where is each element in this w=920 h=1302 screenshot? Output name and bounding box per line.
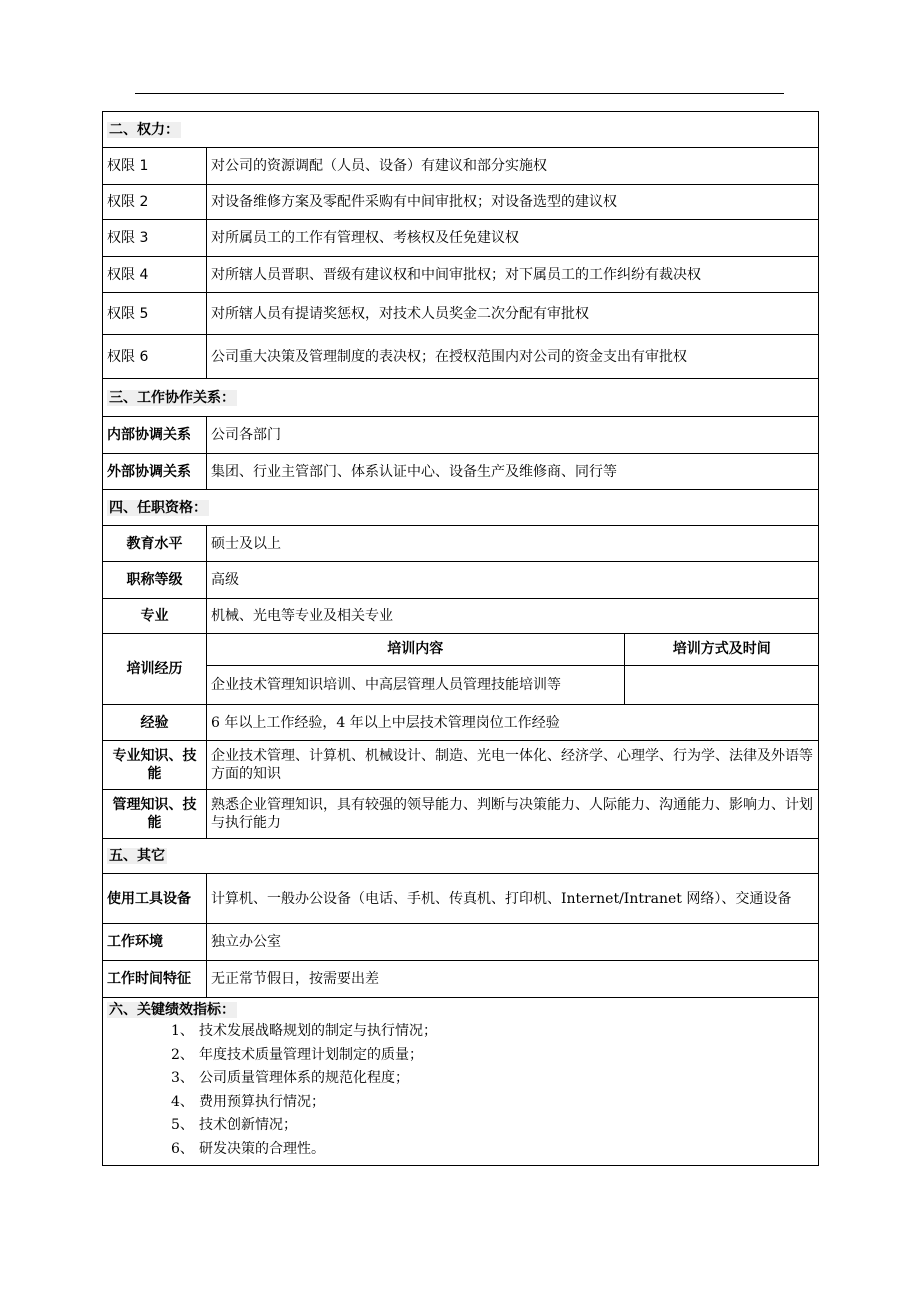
training-method: [624, 665, 819, 704]
training-subtable: [207, 634, 819, 704]
kpi-number: 4、: [171, 1093, 194, 1110]
training-content: 企业技术管理知识培训、中高层管理人员管理技能培训等: [207, 665, 624, 704]
authority-row: [103, 185, 819, 220]
qualification-row: [103, 526, 819, 562]
kpi-text: 技术发展战略规划的制定与执行情况；: [199, 1023, 437, 1039]
cooperation-label: 内部协调关系: [103, 417, 207, 454]
authority-label: 权限 3: [103, 220, 207, 257]
others-row: [103, 874, 819, 924]
authority-label: 权限 4: [103, 257, 207, 293]
section-others-header: [103, 839, 819, 874]
authority-row: [103, 293, 819, 335]
cooperation-label: 外部协调关系: [103, 454, 207, 490]
kpi-text: 费用预算执行情况；: [199, 1093, 325, 1110]
authority-content: 对公司的资源调配（人员、设备）有建议和部分实施权: [207, 148, 819, 185]
experience-content: 6 年以上工作经验，4 年以上中层技术管理岗位工作经验: [207, 705, 819, 741]
kpi-item: [171, 1114, 814, 1138]
authority-row: [103, 220, 819, 257]
authority-label: 权限 5: [103, 293, 207, 335]
kpi-number: 5、: [171, 1117, 194, 1133]
kpi-number: 6、: [171, 1140, 194, 1157]
kpi-text: 年度技术质量管理计划制定的质量；: [199, 1046, 423, 1063]
authority-row: [103, 335, 819, 379]
education-label: 教育水平: [103, 526, 207, 562]
training-data-row: [207, 665, 819, 704]
training-col-content: 培训内容: [207, 634, 624, 665]
kpi-item: [171, 1067, 814, 1091]
section-title: 三、工作协作关系：: [109, 389, 235, 406]
section-title: 四、任职资格：: [109, 499, 207, 516]
experience-label: 经验: [103, 705, 207, 741]
kpi-text: 公司质量管理体系的规范化程度；: [199, 1070, 409, 1086]
management-skills-label: 管理知识、技能: [103, 790, 207, 839]
authority-content: 对所辖人员晋职、晋级有建议权和中间审批权；对下属员工的工作纠纷有裁决权: [207, 257, 819, 293]
authority-row: [103, 148, 819, 185]
others-content: 独立办公室: [207, 924, 819, 961]
qualification-row: [103, 562, 819, 599]
major-label: 专业: [103, 599, 207, 634]
training-header-row: [207, 634, 819, 665]
kpi-number: 1、: [171, 1023, 194, 1039]
qualification-row: [103, 790, 819, 839]
cooperation-content: 公司各部门: [207, 417, 819, 454]
training-cell: [207, 634, 819, 705]
kpi-number: 3、: [171, 1070, 194, 1086]
authority-row: [103, 257, 819, 293]
kpi-item: [171, 1044, 814, 1068]
section-title: 六、关键绩效指标：: [109, 1002, 235, 1018]
qualification-row: [103, 599, 819, 634]
authority-label: 权限 1: [103, 148, 207, 185]
cooperation-content: 集团、行业主管部门、体系认证中心、设备生产及维修商、同行等: [207, 454, 819, 490]
section-kpi: [103, 998, 819, 1166]
kpi-number: 2、: [171, 1046, 194, 1063]
authority-content: 对设备维修方案及零配件采购有中间审批权；对设备选型的建议权: [207, 185, 819, 220]
kpi-item: [171, 1138, 814, 1162]
professional-skills-label: 专业知识、技能: [103, 741, 207, 790]
others-row: [103, 961, 819, 998]
qualification-row: [103, 741, 819, 790]
title-level-content: 高级: [207, 562, 819, 599]
training-col-method: 培训方式及时间: [624, 634, 819, 665]
kpi-text: 研发决策的合理性。: [199, 1140, 325, 1157]
section-title: 五、其它: [109, 848, 165, 864]
title-level-label: 职称等级: [103, 562, 207, 599]
others-label: 使用工具设备: [103, 874, 207, 924]
authority-content: 对所属员工的工作有管理权、考核权及任免建议权: [207, 220, 819, 257]
section-cooperation-header: [103, 379, 819, 417]
others-label: 工作时间特征: [103, 961, 207, 998]
authority-content: 对所辖人员有提请奖惩权，对技术人员奖金二次分配有审批权: [207, 293, 819, 335]
others-content: 无正常节假日，按需要出差: [207, 961, 819, 998]
cooperation-row: [103, 454, 819, 490]
qualification-row: [103, 705, 819, 741]
management-skills-content: 熟悉企业管理知识，具有较强的领导能力、判断与决策能力、人际能力、沟通能力、影响力、计划与执行能力: [207, 790, 819, 839]
authority-label: 权限 2: [103, 185, 207, 220]
job-description-table: [102, 111, 819, 1166]
education-content: 硕士及以上: [207, 526, 819, 562]
section-title: 二、权力：: [109, 121, 179, 138]
kpi-item: [171, 1091, 814, 1115]
others-row: [103, 924, 819, 961]
major-content: 机械、光电等专业及相关专业: [207, 599, 819, 634]
header-rule: [135, 93, 784, 94]
others-content: 计算机、一般办公设备（电话、手机、传真机、打印机、Internet/Intranet 网络）、交通设备: [207, 874, 819, 924]
authority-content: 公司重大决策及管理制度的表决权；在授权范围内对公司的资金支出有审批权: [207, 335, 819, 379]
training-label: 培训经历: [103, 634, 207, 705]
section-authority-header: [103, 112, 819, 148]
training-row: [103, 634, 819, 705]
others-label: 工作环境: [103, 924, 207, 961]
kpi-list: [107, 1020, 814, 1161]
kpi-item: [171, 1020, 814, 1044]
cooperation-row: [103, 417, 819, 454]
professional-skills-content: 企业技术管理、计算机、机械设计、制造、光电一体化、经济学、心理学、行为学、法律及外语等方面的知识: [207, 741, 819, 790]
kpi-text: 技术创新情况；: [199, 1117, 297, 1133]
section-qualifications-header: [103, 490, 819, 526]
authority-label: 权限 6: [103, 335, 207, 379]
